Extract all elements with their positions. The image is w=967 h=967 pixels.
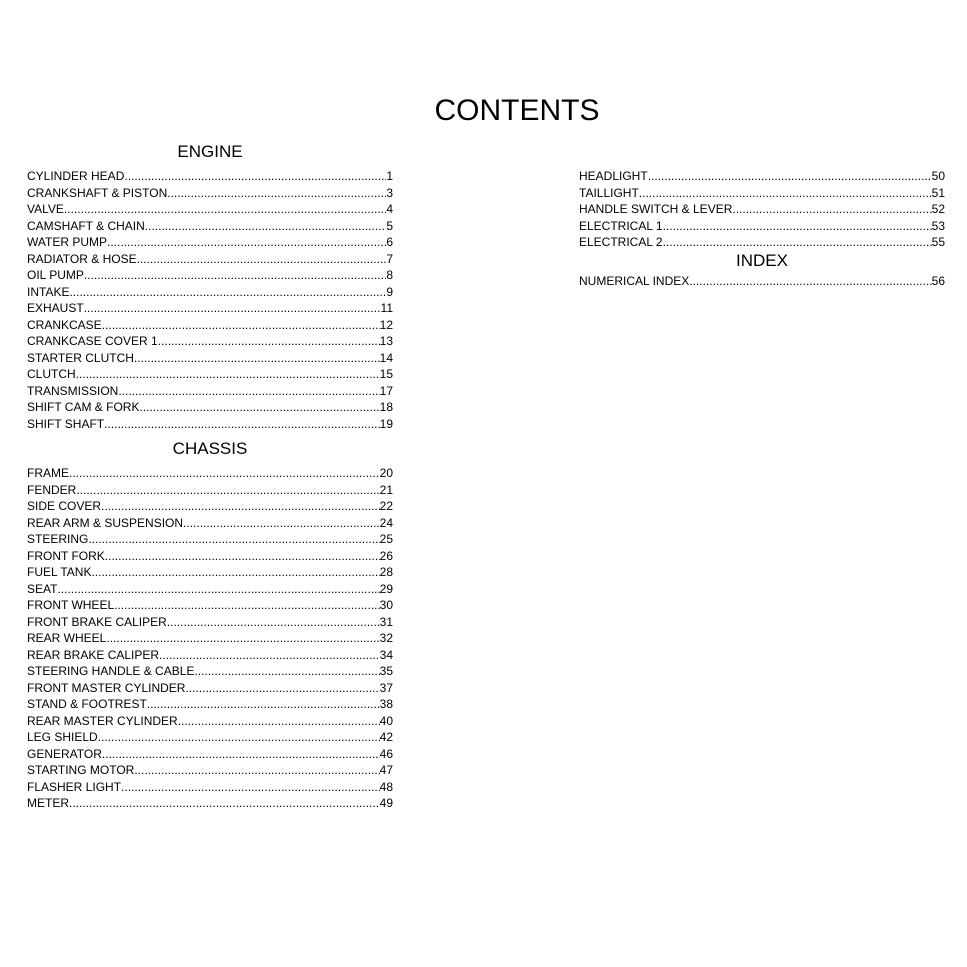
dot-leader: [732, 201, 931, 218]
toc-entry-page: 49: [379, 796, 393, 810]
toc-entry-label: ELECTRICAL 1: [579, 218, 663, 233]
dot-leader: [84, 300, 381, 317]
toc-entry[interactable]: [27, 300, 393, 317]
toc-entry-label: ELECTRICAL 2: [579, 235, 663, 249]
toc-entry-label: TAILLIGHT: [579, 185, 639, 200]
toc-entry[interactable]: [579, 218, 945, 235]
toc-entry-label: FUEL TANK: [27, 565, 92, 579]
toc-entry[interactable]: [27, 531, 393, 548]
toc-entry-label: STEERING: [27, 532, 89, 546]
toc-entry-page: 28: [379, 565, 393, 579]
toc-entry-label: SIDE COVER: [27, 499, 102, 513]
toc-entry-label: FRONT MASTER CYLINDER: [27, 680, 186, 695]
dot-leader: [76, 366, 380, 383]
dot-leader: [76, 482, 379, 499]
toc-entry-label: INTAKE: [27, 284, 70, 299]
toc-entry[interactable]: [27, 713, 393, 730]
toc-entry-page: 53: [931, 218, 945, 233]
toc-entry-label: FRONT FORK: [27, 548, 105, 563]
dot-leader: [689, 273, 931, 290]
toc-entry-label: STARTING MOTOR: [27, 763, 135, 777]
toc-entry[interactable]: [27, 218, 393, 235]
toc-entry-page: 20: [379, 466, 393, 480]
dot-leader: [147, 696, 380, 713]
toc-entry-label: GENERATOR: [27, 746, 102, 761]
toc-entry[interactable]: [27, 680, 393, 697]
toc-entry-page: 30: [379, 598, 393, 612]
dot-leader: [88, 531, 379, 548]
page-title: CONTENTS: [434, 94, 600, 127]
toc-entry[interactable]: [27, 185, 393, 202]
dot-leader: [69, 795, 380, 812]
toc-entry-label: HANDLE SWITCH & LEVER: [579, 202, 733, 216]
toc-entry[interactable]: [579, 185, 945, 202]
dot-leader: [139, 399, 379, 416]
dot-leader: [69, 465, 380, 482]
toc-entry-label: LEG SHIELD: [27, 730, 98, 744]
dot-leader: [134, 350, 380, 367]
toc-entry-label: REAR BRAKE CALIPER: [27, 647, 160, 662]
toc-entry[interactable]: [27, 201, 393, 218]
dot-leader: [124, 168, 386, 185]
toc-entry-page: 12: [379, 317, 393, 332]
toc-entry-page: 25: [379, 532, 393, 546]
toc-entry[interactable]: [27, 647, 393, 664]
toc-entry-page: 1: [386, 169, 393, 183]
toc-entry-label: EXHAUST: [27, 301, 84, 315]
toc-entry-page: 17: [379, 383, 393, 398]
toc-entry[interactable]: [27, 795, 393, 812]
dot-leader: [663, 218, 932, 235]
toc-entry-page: 56: [931, 273, 945, 288]
toc-entry[interactable]: [27, 366, 393, 383]
toc-entry-page: 8: [386, 268, 393, 282]
dot-leader: [69, 284, 386, 301]
toc-entry-label: NUMERICAL INDEX: [579, 273, 690, 288]
toc-entry-label: FRAME: [27, 466, 69, 480]
dot-leader: [185, 680, 379, 697]
toc-entry[interactable]: [27, 168, 393, 185]
toc-entry-page: 18: [379, 400, 393, 414]
toc-entry-label: SHIFT CAM & FORK: [27, 400, 140, 414]
toc-entry-label: SHIFT SHAFT: [27, 416, 105, 431]
toc-entry-page: 22: [379, 499, 393, 513]
toc-entry[interactable]: [579, 168, 945, 185]
dot-leader: [178, 713, 380, 730]
toc-entry[interactable]: [27, 663, 393, 680]
toc-entry-page: 11: [380, 301, 393, 315]
toc-entry-page: 34: [379, 647, 393, 662]
toc-entry-label: STEERING HANDLE & CABLE: [27, 664, 195, 678]
toc-entry-page: 32: [379, 631, 393, 645]
toc-entry-page: 37: [379, 680, 393, 695]
dot-leader: [64, 201, 386, 218]
toc-entry-page: 40: [379, 713, 393, 728]
dot-leader: [194, 663, 379, 680]
dot-leader: [107, 234, 386, 251]
toc-entry-label: FENDER: [27, 482, 77, 497]
toc-entry[interactable]: [27, 350, 393, 367]
toc-entry-label: FRONT BRAKE CALIPER: [27, 614, 167, 629]
toc-entry-label: VALVE: [27, 202, 64, 216]
toc-entry-label: RADIATOR & HOSE: [27, 251, 137, 266]
electrical-list: [579, 168, 945, 251]
toc-entry-page: 7: [386, 251, 393, 266]
dot-leader: [121, 779, 380, 796]
toc-entry-label: REAR MASTER CYLINDER: [27, 713, 178, 728]
toc-entry-page: 52: [931, 202, 945, 216]
toc-entry[interactable]: [579, 234, 945, 251]
index-list: [579, 273, 945, 290]
dot-leader: [137, 251, 387, 268]
dot-leader: [663, 234, 932, 251]
toc-entry-page: 35: [379, 664, 393, 678]
toc-entry[interactable]: [27, 482, 393, 499]
toc-entry-page: 6: [386, 235, 393, 249]
toc-entry[interactable]: [27, 333, 393, 350]
dot-leader: [106, 630, 379, 647]
toc-entry[interactable]: [27, 779, 393, 796]
toc-entry-page: 47: [379, 763, 393, 777]
dot-leader: [158, 333, 380, 350]
section-heading-engine: ENGINE: [177, 142, 243, 161]
toc-entry-label: METER: [27, 796, 69, 810]
chassis-list: [27, 465, 393, 812]
dot-leader: [118, 383, 379, 400]
toc-entry[interactable]: [27, 581, 393, 598]
toc-entry-page: 31: [379, 614, 393, 629]
toc-entry-label: OIL PUMP: [27, 268, 84, 282]
toc-entry-label: TRANSMISSION: [27, 383, 119, 398]
toc-entry-page: 4: [386, 202, 393, 216]
dot-leader: [183, 515, 380, 532]
toc-entry-page: 9: [386, 284, 393, 299]
toc-entry[interactable]: [27, 564, 393, 581]
dot-leader: [91, 564, 379, 581]
toc-entry[interactable]: [27, 515, 393, 532]
dot-leader: [639, 185, 932, 202]
toc-entry-label: HEADLIGHT: [579, 169, 648, 183]
toc-entry-page: 5: [386, 218, 393, 233]
toc-entry-label: CAMSHAFT & CHAIN: [27, 218, 145, 233]
toc-entry-label: CRANKCASE COVER 1: [27, 334, 158, 348]
toc-entry[interactable]: [27, 630, 393, 647]
dot-leader: [98, 729, 380, 746]
toc-entry-page: 51: [931, 185, 945, 200]
toc-entry[interactable]: [27, 317, 393, 334]
dot-leader: [101, 498, 380, 515]
toc-entry[interactable]: [27, 498, 393, 515]
toc-entry-label: REAR ARM & SUSPENSION: [27, 515, 184, 530]
toc-entry-page: 19: [379, 416, 393, 431]
chassis-block: [27, 437, 393, 812]
toc-entry-label: CLUTCH: [27, 367, 76, 381]
toc-entry[interactable]: [27, 399, 393, 416]
toc-entry-page: 48: [379, 779, 393, 794]
toc-entry[interactable]: [27, 234, 393, 251]
toc-entry-page: 42: [379, 730, 393, 744]
toc-entry-page: 15: [379, 367, 393, 381]
toc-entry-page: 26: [379, 548, 393, 563]
dot-leader: [84, 267, 386, 284]
toc-entry[interactable]: [27, 465, 393, 482]
toc-entry[interactable]: [579, 273, 945, 290]
dot-leader: [105, 548, 380, 565]
toc-entry-label: FLASHER LIGHT: [27, 779, 122, 794]
toc-entry-label: CYLINDER HEAD: [27, 169, 125, 183]
section-heading-chassis: CHASSIS: [172, 439, 248, 458]
toc-entry[interactable]: [27, 548, 393, 565]
toc-entry-label: WATER PUMP: [27, 235, 107, 249]
toc-entry-label: REAR WHEEL: [27, 631, 107, 645]
toc-entry-page: 46: [379, 746, 393, 761]
toc-entry[interactable]: [27, 383, 393, 400]
toc-entry-label: STAND & FOOTREST: [27, 697, 147, 711]
toc-entry-page: 14: [379, 350, 393, 365]
toc-entry-page: 3: [386, 185, 393, 200]
dot-leader: [104, 416, 380, 433]
toc-entry-page: 38: [379, 697, 393, 711]
section-heading-index: INDEX: [736, 250, 788, 270]
toc-entry[interactable]: [27, 284, 393, 301]
toc-entry-label: SEAT: [27, 581, 58, 596]
toc-entry[interactable]: [27, 614, 393, 631]
toc-entry[interactable]: [27, 729, 393, 746]
toc-entry[interactable]: [27, 762, 393, 779]
toc-entry-page: 55: [931, 235, 945, 249]
dot-leader: [648, 168, 932, 185]
dot-leader: [167, 185, 386, 202]
toc-entry[interactable]: [27, 267, 393, 284]
dot-leader: [102, 746, 380, 763]
toc-entry-label: CRANKSHAFT & PISTON: [27, 185, 168, 200]
toc-entry-label: CRANKCASE: [27, 317, 102, 332]
dot-leader: [159, 647, 380, 664]
toc-entry-label: STARTER CLUTCH: [27, 350, 134, 365]
toc-entry[interactable]: [27, 251, 393, 268]
dot-leader: [114, 597, 380, 614]
dot-leader: [145, 218, 387, 235]
toc-entry[interactable]: [27, 416, 393, 433]
toc-entry-page: 24: [379, 515, 393, 530]
toc-entry-page: 29: [379, 581, 393, 596]
toc-entry-page: 13: [379, 334, 393, 348]
toc-entry[interactable]: [27, 696, 393, 713]
left-column: [27, 140, 393, 432]
engine-list: [27, 168, 393, 432]
toc-entry[interactable]: [27, 746, 393, 763]
right-column: [579, 168, 945, 289]
dot-leader: [134, 762, 379, 779]
toc-entry-label: FRONT WHEEL: [27, 598, 115, 612]
toc-entry[interactable]: [27, 597, 393, 614]
dot-leader: [102, 317, 380, 334]
dot-leader: [57, 581, 379, 598]
toc-entry-page: 50: [931, 169, 945, 183]
dot-leader: [167, 614, 380, 631]
toc-entry[interactable]: [579, 201, 945, 218]
toc-entry-page: 21: [379, 482, 393, 497]
